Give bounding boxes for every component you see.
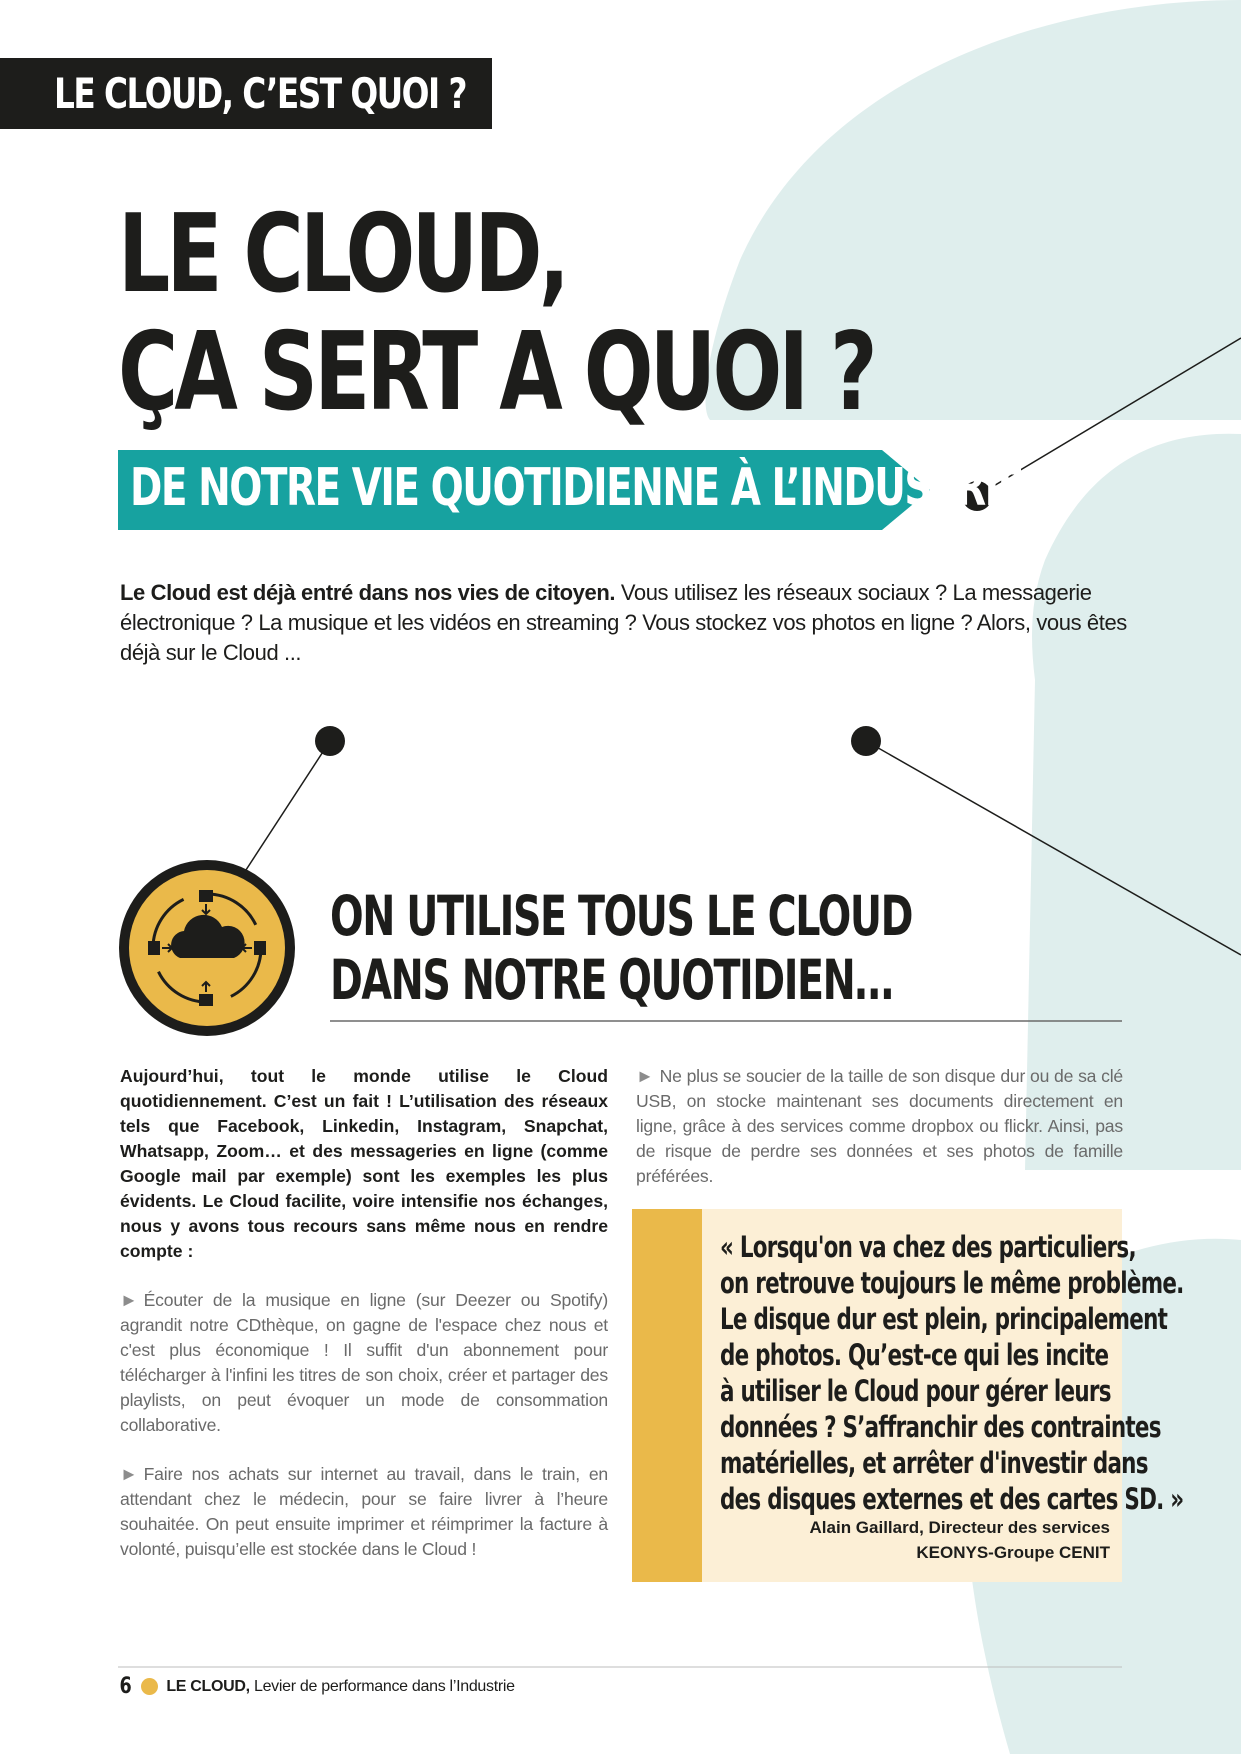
connector-line-badge [244,741,330,873]
section-tag [0,58,492,129]
page-footer [118,1674,515,1699]
quote-line: Le disque dur est plein, principalement [720,1302,1168,1336]
footer-title [166,1678,514,1696]
dot-icon [141,1678,158,1695]
lead-paragraph: Aujourd’hui, tout le monde utilise le Cloud quotidiennement. C’est un fait ! L’utilisation des réseaux tels que Facebook, Linkedin, Instagram, Snapchat, Whatsapp, Zoom… et des messageries en ligne (comme Google mail par exemple) sont les exemples les plus évidents. Le Cloud facilite, voire intensifie nos échanges, nous y avons tous recours sans même nous en rendre compte : [120,1066,608,1261]
list-item-text: Écouter de la musique en ligne (sur Deezer ou Spotify) agrandit notre CDthèque, on gagne de l'espace chez nous et c'est plus économique ! Il suffit d'un abonnement pour télécharger à l'infini les titres de son choix, créer et partager des playlists, on peut évoquer un mode de consommation collaborative. [120,1290,608,1435]
right-column [636,1064,1123,1213]
quote-line: de photos. Qu’est-ce qui les incite [720,1338,1109,1372]
triangle-arrow-icon: ► [120,1464,138,1484]
quote-box [702,1209,1184,1582]
connector-dot-left [315,726,345,756]
page-title-line1: LE CLOUD, [118,192,567,317]
intro-paragraph [120,578,1130,668]
list-item [120,1288,608,1438]
cloud-network-icon [119,860,295,1036]
quote-author-line1: Alain Gaillard, Directeur des services [809,1518,1110,1537]
quote-line: à utiliser le Cloud pour gérer leurs [720,1374,1111,1408]
intro-text: Vous utilisez les réseaux sociaux ? La messagerie électronique ? La musique et les vidéos en streaming ? Vous stockez vos photos en ligne ? Alors, vous êtes déjà sur le Cloud ... [120,580,1127,665]
section-tag-text: LE CLOUD, C’EST QUOI ? [54,69,466,118]
page-title-line2: ÇA SERT A QUOI ? [118,310,874,435]
sub-heading [330,884,1138,1012]
quote-line: données ? S’affranchir des contraintes [720,1410,1161,1444]
quote-line: matérielles, et arrêter d'investir dans [720,1446,1148,1480]
quote-text [720,1229,1184,1517]
quote-line: on retrouve toujours le même problème. [720,1266,1184,1300]
list-item-text: Faire nos achats sur internet au travail, dans le train, en attendant chez le médecin, pour se faire livrer à l’heure souhaitée. On peut ensuite imprimer et réimprimer la facture à volonté, puisqu’elle est stockée dans le Cloud ! [120,1464,608,1559]
list-item [120,1462,608,1562]
intro-bold: Le Cloud est déjà entré dans nos vies de citoyen. [120,580,616,605]
triangle-arrow-icon: ► [636,1066,654,1086]
page-number: 6 [119,1674,132,1699]
quote-line: « Lorsqu'on va chez des particuliers, [720,1230,1136,1264]
ribbon-title: DE NOTRE VIE QUOTIDIENNE À L’INDUSTRIE [130,458,1023,518]
connector-dot-right [851,726,881,756]
quote-author [810,1515,1110,1565]
sub-heading-line2: DANS NOTRE QUOTIDIEN… [330,948,893,1012]
quote-author-line2: KEONYS-Groupe CENIT [916,1543,1110,1562]
list-item-text: Ne plus se soucier de la taille de son disque dur ou de sa clé USB, on stocke maintenant ses documents directement en ligne, grâce à des services comme dropbox ou flickr. Ainsi, pas de risque de perdre ses données et ses photos de famille préférées. [636,1066,1123,1186]
quote-line: des disques externes et des cartes SD. » [720,1482,1184,1516]
list-item [636,1064,1123,1189]
footer-title-bold: LE CLOUD, [166,1677,250,1695]
quote-accent-bar [632,1209,702,1582]
page-title [118,192,1113,435]
triangle-arrow-icon: ► [120,1290,138,1310]
footer-title-rest: Levier de performance dans l’Industrie [249,1677,515,1695]
sub-heading-line1: ON UTILISE TOUS LE CLOUD [330,884,913,948]
left-column [120,1064,608,1586]
